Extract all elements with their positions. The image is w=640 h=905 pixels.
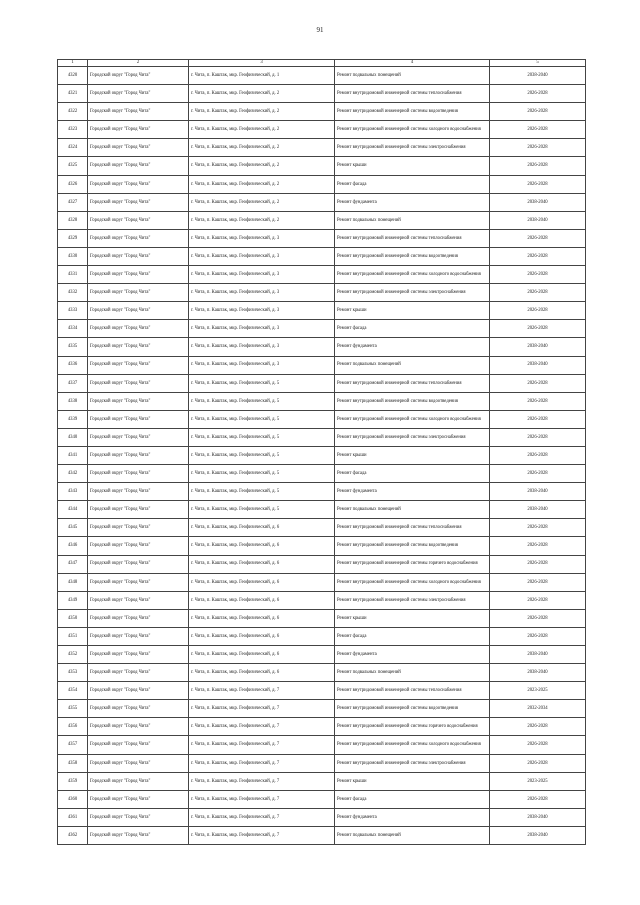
municipality-cell: Городской округ "Город Чита" (88, 736, 189, 754)
work-type-cell: Ремонт крыши (335, 609, 490, 627)
work-type-cell: Ремонт крыши (335, 157, 490, 175)
period-cell: 2026-2028 (490, 175, 586, 193)
address-cell: г. Чита, п. Каштак, мкр. Геофизический, д. 6 (189, 591, 335, 609)
period-cell: 2026-2028 (490, 229, 586, 247)
address-cell: г. Чита, п. Каштак, мкр. Геофизический, д. 5 (189, 465, 335, 483)
address-cell: г. Чита, п. Каштак, мкр. Геофизический, д. 3 (189, 302, 335, 320)
row-number-cell: 4328 (58, 211, 88, 229)
period-cell: 2026-2028 (490, 157, 586, 175)
municipality-cell: Городской округ "Город Чита" (88, 664, 189, 682)
row-number-cell: 4322 (58, 103, 88, 121)
period-cell: 2026-2028 (490, 754, 586, 772)
row-number-cell: 4335 (58, 338, 88, 356)
municipality-cell: Городской округ "Город Чита" (88, 67, 189, 85)
municipality-cell: Городской округ "Город Чита" (88, 465, 189, 483)
work-type-cell: Ремонт внутридомовой инженерной системы водоотведения (335, 700, 490, 718)
table-row (58, 103, 586, 121)
row-number-cell: 4341 (58, 446, 88, 464)
municipality-cell: Городской округ "Город Чита" (88, 410, 189, 428)
address-cell: г. Чита, п. Каштак, мкр. Геофизический, д. 6 (189, 573, 335, 591)
address-cell: г. Чита, п. Каштак, мкр. Геофизический, д. 6 (189, 627, 335, 645)
municipality-cell: Городской округ "Город Чита" (88, 446, 189, 464)
work-type-cell: Ремонт внутридомовой инженерной системы холодного водоснабжения (335, 121, 490, 139)
work-type-cell: Ремонт внутридомовой инженерной системы водоотведения (335, 103, 490, 121)
address-cell: г. Чита, п. Каштак, мкр. Геофизический, д. 6 (189, 537, 335, 555)
address-cell: г. Чита, п. Каштак, мкр. Геофизический, д. 7 (189, 826, 335, 844)
period-cell: 2026-2028 (490, 302, 586, 320)
address-cell: г. Чита, п. Каштак, мкр. Геофизический, д. 3 (189, 338, 335, 356)
row-number-cell: 4338 (58, 392, 88, 410)
period-cell: 2038-2040 (490, 193, 586, 211)
row-number-cell: 4340 (58, 428, 88, 446)
table-row (58, 338, 586, 356)
address-cell: г. Чита, п. Каштак, мкр. Геофизический, д. 5 (189, 483, 335, 501)
period-cell: 2038-2040 (490, 664, 586, 682)
period-cell: 2026-2028 (490, 428, 586, 446)
municipality-cell: Городской округ "Город Чита" (88, 229, 189, 247)
table-row (58, 139, 586, 157)
period-cell: 2026-2028 (490, 103, 586, 121)
table-row (58, 356, 586, 374)
work-type-cell: Ремонт внутридомовой инженерной системы горячего водоснабжения (335, 718, 490, 736)
address-cell: г. Чита, п. Каштак, мкр. Геофизический, д. 2 (189, 85, 335, 103)
municipality-cell: Городской округ "Город Чита" (88, 266, 189, 284)
period-cell: 2038-2040 (490, 808, 586, 826)
work-type-cell: Ремонт крыши (335, 772, 490, 790)
municipality-cell: Городской округ "Город Чита" (88, 790, 189, 808)
column-header-2: 2 (88, 60, 189, 67)
row-number-cell: 4352 (58, 646, 88, 664)
table-row (58, 175, 586, 193)
table-row (58, 85, 586, 103)
municipality-cell: Городской округ "Город Чита" (88, 519, 189, 537)
table-row (58, 682, 586, 700)
municipality-cell: Городской округ "Город Чита" (88, 646, 189, 664)
period-cell: 2038-2040 (490, 826, 586, 844)
work-type-cell: Ремонт крыши (335, 446, 490, 464)
address-cell: г. Чита, п. Каштак, мкр. Геофизический, д. 2 (189, 211, 335, 229)
municipality-cell: Городской округ "Город Чита" (88, 338, 189, 356)
period-cell: 2038-2040 (490, 501, 586, 519)
period-cell: 2023-2025 (490, 772, 586, 790)
row-number-cell: 4350 (58, 609, 88, 627)
municipality-cell: Городской округ "Город Чита" (88, 826, 189, 844)
work-type-cell: Ремонт внутридомовой инженерной системы водоотведения (335, 247, 490, 265)
table-row (58, 247, 586, 265)
period-cell: 2038-2040 (490, 67, 586, 85)
row-number-cell: 4331 (58, 266, 88, 284)
register-table (57, 59, 586, 845)
municipality-cell: Городской округ "Город Чита" (88, 483, 189, 501)
municipality-cell: Городской округ "Город Чита" (88, 591, 189, 609)
table-row (58, 211, 586, 229)
municipality-cell: Городской округ "Город Чита" (88, 609, 189, 627)
table-row (58, 808, 586, 826)
address-cell: г. Чита, п. Каштак, мкр. Геофизический, д. 2 (189, 103, 335, 121)
municipality-cell: Городской округ "Город Чита" (88, 175, 189, 193)
address-cell: г. Чита, п. Каштак, мкр. Геофизический, д. 2 (189, 139, 335, 157)
column-header-3: 3 (189, 60, 335, 67)
period-cell: 2026-2028 (490, 446, 586, 464)
column-header-5: 5 (490, 60, 586, 67)
work-type-cell: Ремонт подвальных помещений (335, 826, 490, 844)
address-cell: г. Чита, п. Каштак, мкр. Геофизический, д. 6 (189, 519, 335, 537)
period-cell: 2026-2028 (490, 465, 586, 483)
row-number-cell: 4327 (58, 193, 88, 211)
row-number-cell: 4351 (58, 627, 88, 645)
work-type-cell: Ремонт внутридомовой инженерной системы электроснабжения (335, 284, 490, 302)
municipality-cell: Городской округ "Город Чита" (88, 718, 189, 736)
municipality-cell: Городской округ "Город Чита" (88, 555, 189, 573)
row-number-cell: 4362 (58, 826, 88, 844)
row-number-cell: 4339 (58, 410, 88, 428)
municipality-cell: Городской округ "Город Чита" (88, 392, 189, 410)
table-row (58, 826, 586, 844)
row-number-cell: 4349 (58, 591, 88, 609)
row-number-cell: 4337 (58, 374, 88, 392)
address-cell: г. Чита, п. Каштак, мкр. Геофизический, д. 7 (189, 754, 335, 772)
row-number-cell: 4320 (58, 67, 88, 85)
work-type-cell: Ремонт фасада (335, 627, 490, 645)
table-row (58, 157, 586, 175)
row-number-cell: 4356 (58, 718, 88, 736)
work-type-cell: Ремонт фасада (335, 175, 490, 193)
work-type-cell: Ремонт фасада (335, 320, 490, 338)
period-cell: 2026-2028 (490, 410, 586, 428)
work-type-cell: Ремонт внутридомовой инженерной системы электроснабжения (335, 139, 490, 157)
work-type-cell: Ремонт внутридомовой инженерной системы водоотведения (335, 537, 490, 555)
address-cell: г. Чита, п. Каштак, мкр. Геофизический, д. 3 (189, 356, 335, 374)
municipality-cell: Городской округ "Город Чита" (88, 247, 189, 265)
address-cell: г. Чита, п. Каштак, мкр. Геофизический, д. 6 (189, 609, 335, 627)
table-row (58, 718, 586, 736)
address-cell: г. Чита, п. Каштак, мкр. Геофизический, д. 7 (189, 700, 335, 718)
period-cell: 2026-2028 (490, 320, 586, 338)
address-cell: г. Чита, п. Каштак, мкр. Геофизический, д. 7 (189, 682, 335, 700)
work-type-cell: Ремонт фундамента (335, 646, 490, 664)
period-cell: 2038-2040 (490, 211, 586, 229)
row-number-cell: 4326 (58, 175, 88, 193)
table-row (58, 772, 586, 790)
row-number-cell: 4347 (58, 555, 88, 573)
row-number-cell: 4346 (58, 537, 88, 555)
period-cell: 2038-2040 (490, 483, 586, 501)
work-type-cell: Ремонт подвальных помещений (335, 664, 490, 682)
period-cell: 2038-2040 (490, 338, 586, 356)
work-type-cell: Ремонт внутридомовой инженерной системы холодного водоснабжения (335, 573, 490, 591)
period-cell: 2026-2028 (490, 555, 586, 573)
work-type-cell: Ремонт подвальных помещений (335, 356, 490, 374)
address-cell: г. Чита, п. Каштак, мкр. Геофизический, д. 1 (189, 67, 335, 85)
address-cell: г. Чита, п. Каштак, мкр. Геофизический, д. 2 (189, 157, 335, 175)
work-type-cell: Ремонт внутридомовой инженерной системы теплоснабжения (335, 519, 490, 537)
table-row (58, 754, 586, 772)
row-number-cell: 4324 (58, 139, 88, 157)
row-number-cell: 4342 (58, 465, 88, 483)
table-row (58, 664, 586, 682)
table-row (58, 591, 586, 609)
address-cell: г. Чита, п. Каштак, мкр. Геофизический, д. 3 (189, 320, 335, 338)
row-number-cell: 4353 (58, 664, 88, 682)
row-number-cell: 4343 (58, 483, 88, 501)
period-cell: 2026-2028 (490, 121, 586, 139)
work-type-cell: Ремонт внутридомовой инженерной системы теплоснабжения (335, 682, 490, 700)
column-header-4: 4 (335, 60, 490, 67)
period-cell: 2026-2028 (490, 573, 586, 591)
address-cell: г. Чита, п. Каштак, мкр. Геофизический, д. 6 (189, 555, 335, 573)
address-cell: г. Чита, п. Каштак, мкр. Геофизический, д. 2 (189, 175, 335, 193)
row-number-cell: 4348 (58, 573, 88, 591)
table-row (58, 410, 586, 428)
address-cell: г. Чита, п. Каштак, мкр. Геофизический, д. 3 (189, 266, 335, 284)
address-cell: г. Чита, п. Каштак, мкр. Геофизический, д. 3 (189, 229, 335, 247)
table-row (58, 428, 586, 446)
table-row (58, 700, 586, 718)
table-row (58, 229, 586, 247)
page-number: 91 (316, 26, 324, 34)
municipality-cell: Городской округ "Город Чита" (88, 85, 189, 103)
period-cell: 2026-2028 (490, 591, 586, 609)
period-cell: 2026-2028 (490, 627, 586, 645)
work-type-cell: Ремонт фундамента (335, 808, 490, 826)
work-type-cell: Ремонт внутридомовой инженерной системы теплоснабжения (335, 85, 490, 103)
address-cell: г. Чита, п. Каштак, мкр. Геофизический, д. 3 (189, 284, 335, 302)
municipality-cell: Городской округ "Город Чита" (88, 302, 189, 320)
work-type-cell: Ремонт подвальных помещений (335, 67, 490, 85)
table-row (58, 284, 586, 302)
address-cell: г. Чита, п. Каштак, мкр. Геофизический, д. 6 (189, 646, 335, 664)
address-cell: г. Чита, п. Каштак, мкр. Геофизический, д. 5 (189, 428, 335, 446)
period-cell: 2026-2028 (490, 790, 586, 808)
work-type-cell: Ремонт фундамента (335, 483, 490, 501)
row-number-cell: 4357 (58, 736, 88, 754)
header-row (58, 60, 586, 67)
work-type-cell: Ремонт внутридомовой инженерной системы холодного водоснабжения (335, 410, 490, 428)
period-cell: 2023-2025 (490, 682, 586, 700)
municipality-cell: Городской округ "Город Чита" (88, 627, 189, 645)
row-number-cell: 4330 (58, 247, 88, 265)
work-type-cell: Ремонт внутридомовой инженерной системы холодного водоснабжения (335, 266, 490, 284)
period-cell: 2026-2028 (490, 85, 586, 103)
row-number-cell: 4361 (58, 808, 88, 826)
table-row (58, 374, 586, 392)
municipality-cell: Городской округ "Город Чита" (88, 700, 189, 718)
address-cell: г. Чита, п. Каштак, мкр. Геофизический, д. 6 (189, 664, 335, 682)
address-cell: г. Чита, п. Каштак, мкр. Геофизический, д. 7 (189, 790, 335, 808)
municipality-cell: Городской округ "Город Чита" (88, 157, 189, 175)
row-number-cell: 4354 (58, 682, 88, 700)
municipality-cell: Городской округ "Город Чита" (88, 284, 189, 302)
work-type-cell: Ремонт внутридомовой инженерной системы холодного водоснабжения (335, 736, 490, 754)
table-row (58, 501, 586, 519)
row-number-cell: 4334 (58, 320, 88, 338)
table-row (58, 67, 586, 85)
municipality-cell: Городской округ "Город Чита" (88, 537, 189, 555)
work-type-cell: Ремонт внутридомовой инженерной системы электроснабжения (335, 754, 490, 772)
table-row (58, 483, 586, 501)
period-cell: 2026-2028 (490, 736, 586, 754)
address-cell: г. Чита, п. Каштак, мкр. Геофизический, д. 3 (189, 247, 335, 265)
row-number-cell: 4345 (58, 519, 88, 537)
work-type-cell: Ремонт фасада (335, 790, 490, 808)
period-cell: 2038-2040 (490, 646, 586, 664)
work-type-cell: Ремонт крыши (335, 302, 490, 320)
period-cell: 2026-2028 (490, 284, 586, 302)
municipality-cell: Городской округ "Город Чита" (88, 772, 189, 790)
period-cell: 2026-2028 (490, 519, 586, 537)
municipality-cell: Городской округ "Город Чита" (88, 754, 189, 772)
address-cell: г. Чита, п. Каштак, мкр. Геофизический, д. 5 (189, 501, 335, 519)
period-cell: 2026-2028 (490, 718, 586, 736)
table-row (58, 121, 586, 139)
address-cell: г. Чита, п. Каштак, мкр. Геофизический, д. 5 (189, 392, 335, 410)
row-number-cell: 4360 (58, 790, 88, 808)
municipality-cell: Городской округ "Город Чита" (88, 808, 189, 826)
period-cell: 2026-2028 (490, 247, 586, 265)
table-row (58, 392, 586, 410)
table-row (58, 736, 586, 754)
column-header-1: 1 (58, 60, 88, 67)
work-type-cell: Ремонт внутридомовой инженерной системы водоотведения (335, 392, 490, 410)
row-number-cell: 4355 (58, 700, 88, 718)
work-type-cell: Ремонт фундамента (335, 193, 490, 211)
table-row (58, 790, 586, 808)
table-row (58, 537, 586, 555)
table-row (58, 646, 586, 664)
table-row (58, 465, 586, 483)
municipality-cell: Городской округ "Город Чита" (88, 139, 189, 157)
table-row (58, 573, 586, 591)
period-cell: 2026-2028 (490, 139, 586, 157)
address-cell: г. Чита, п. Каштак, мкр. Геофизический, д. 5 (189, 410, 335, 428)
address-cell: г. Чита, п. Каштак, мкр. Геофизический, д. 7 (189, 772, 335, 790)
period-cell: 2026-2028 (490, 609, 586, 627)
period-cell: 2026-2028 (490, 537, 586, 555)
row-number-cell: 4333 (58, 302, 88, 320)
table-row (58, 320, 586, 338)
period-cell: 2026-2028 (490, 266, 586, 284)
row-number-cell: 4329 (58, 229, 88, 247)
row-number-cell: 4344 (58, 501, 88, 519)
municipality-cell: Городской округ "Город Чита" (88, 121, 189, 139)
row-number-cell: 4359 (58, 772, 88, 790)
work-type-cell: Ремонт внутридомовой инженерной системы электроснабжения (335, 591, 490, 609)
work-type-cell: Ремонт внутридомовой инженерной системы горячего водоснабжения (335, 555, 490, 573)
table-row (58, 193, 586, 211)
municipality-cell: Городской округ "Город Чита" (88, 501, 189, 519)
row-number-cell: 4358 (58, 754, 88, 772)
row-number-cell: 4323 (58, 121, 88, 139)
row-number-cell: 4332 (58, 284, 88, 302)
address-cell: г. Чита, п. Каштак, мкр. Геофизический, д. 2 (189, 121, 335, 139)
municipality-cell: Городской округ "Город Чита" (88, 211, 189, 229)
period-cell: 2038-2040 (490, 356, 586, 374)
municipality-cell: Городской округ "Город Чита" (88, 374, 189, 392)
table-row (58, 446, 586, 464)
table-row (58, 555, 586, 573)
row-number-cell: 4321 (58, 85, 88, 103)
municipality-cell: Городской округ "Город Чита" (88, 573, 189, 591)
address-cell: г. Чита, п. Каштак, мкр. Геофизический, д. 5 (189, 446, 335, 464)
table-row (58, 609, 586, 627)
period-cell: 2032-2034 (490, 700, 586, 718)
address-cell: г. Чита, п. Каштак, мкр. Геофизический, д. 2 (189, 193, 335, 211)
work-type-cell: Ремонт внутридомовой инженерной системы теплоснабжения (335, 374, 490, 392)
municipality-cell: Городской округ "Город Чита" (88, 103, 189, 121)
address-cell: г. Чита, п. Каштак, мкр. Геофизический, д. 5 (189, 374, 335, 392)
municipality-cell: Городской округ "Город Чита" (88, 428, 189, 446)
row-number-cell: 4325 (58, 157, 88, 175)
table-row (58, 519, 586, 537)
municipality-cell: Городской округ "Город Чита" (88, 356, 189, 374)
table-body (58, 67, 586, 845)
municipality-cell: Городской округ "Город Чита" (88, 193, 189, 211)
table-row (58, 627, 586, 645)
address-cell: г. Чита, п. Каштак, мкр. Геофизический, д. 7 (189, 718, 335, 736)
work-type-cell: Ремонт подвальных помещений (335, 211, 490, 229)
table-row (58, 266, 586, 284)
work-type-cell: Ремонт фундамента (335, 338, 490, 356)
work-type-cell: Ремонт фасада (335, 465, 490, 483)
period-cell: 2026-2028 (490, 374, 586, 392)
work-type-cell: Ремонт внутридомовой инженерной системы электроснабжения (335, 428, 490, 446)
address-cell: г. Чита, п. Каштак, мкр. Геофизический, д. 7 (189, 736, 335, 754)
address-cell: г. Чита, п. Каштак, мкр. Геофизический, д. 7 (189, 808, 335, 826)
row-number-cell: 4336 (58, 356, 88, 374)
table-header (58, 60, 586, 67)
municipality-cell: Городской округ "Город Чита" (88, 682, 189, 700)
municipality-cell: Городской округ "Город Чита" (88, 320, 189, 338)
table-row (58, 302, 586, 320)
period-cell: 2026-2028 (490, 392, 586, 410)
work-type-cell: Ремонт внутридомовой инженерной системы теплоснабжения (335, 229, 490, 247)
work-type-cell: Ремонт подвальных помещений (335, 501, 490, 519)
